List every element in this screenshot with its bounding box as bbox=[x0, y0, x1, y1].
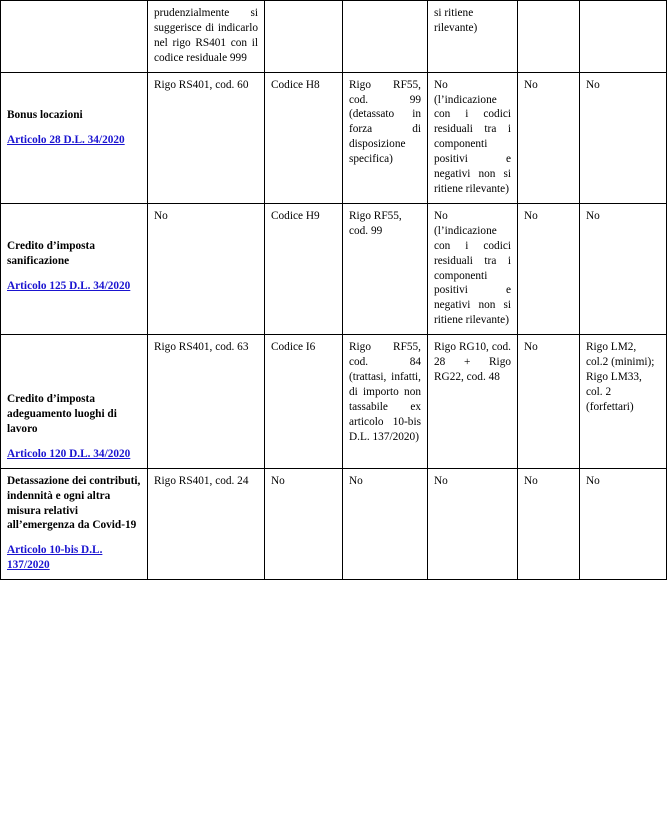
row-reference-link[interactable]: Articolo 10-bis D.L. 137/2020 bbox=[7, 544, 103, 572]
row-label-cell bbox=[1, 72, 148, 203]
cell-codice bbox=[265, 1, 343, 73]
row-label-cell bbox=[1, 335, 148, 469]
cell-lm: Rigo LM2, col.2 (minimi); Rigo LM33, col. 2 (forfettari) bbox=[580, 335, 667, 469]
cell-rf: No bbox=[343, 468, 428, 579]
cell-rs401: prudenzialmente si suggerisce di indicarlo nel rigo RS401 con il codice residuale 999 bbox=[148, 1, 265, 73]
cell-rf bbox=[343, 1, 428, 73]
cell-codice: Codice H8 bbox=[265, 72, 343, 203]
cell-rg bbox=[518, 1, 580, 73]
row-reference-link[interactable]: Articolo 125 D.L. 34/2020 bbox=[7, 279, 131, 292]
cell-rg: No bbox=[518, 203, 580, 334]
cell-rf: Rigo RF55, cod. 99 (detassato in forza di disposizione specifica) bbox=[343, 72, 428, 203]
table-row bbox=[1, 72, 667, 203]
row-title: Detassazione dei contributi, indennità e ogni altra misura relativi all’emergenza da Covid-19 bbox=[7, 474, 141, 532]
label-spacer bbox=[7, 340, 141, 392]
cell-componenti: No bbox=[428, 468, 518, 579]
cell-codice: No bbox=[265, 468, 343, 579]
row-label-cell bbox=[1, 468, 148, 579]
cell-rs401: Rigo RS401, cod. 60 bbox=[148, 72, 265, 203]
cell-componenti: No (l’indicazione con i codici residuali tra i componenti positivi e negativi non si ritiene rilevante) bbox=[428, 203, 518, 334]
row-title: Credito d’imposta sanificazione bbox=[7, 239, 95, 267]
cell-rf: Rigo RF55, cod. 84 (trattasi, infatti, di importo non tassabile ex articolo 10-bis D.L. 137/2020) bbox=[343, 335, 428, 469]
cell-rs401: Rigo RS401, cod. 63 bbox=[148, 335, 265, 469]
row-label-cell bbox=[1, 1, 148, 73]
label-spacer bbox=[7, 209, 141, 239]
cell-lm: No bbox=[580, 203, 667, 334]
cell-rn: No bbox=[518, 335, 580, 469]
cell-rf: Rigo RF55, cod. 99 bbox=[343, 203, 428, 334]
cell-rs401: No bbox=[148, 203, 265, 334]
cell-codice: Codice I6 bbox=[265, 335, 343, 469]
cell-lm: No bbox=[580, 468, 667, 579]
table-row bbox=[1, 1, 667, 73]
row-title: Credito d’imposta adeguamento luoghi di lavoro bbox=[7, 393, 117, 435]
cell-rg: No bbox=[518, 72, 580, 203]
cell-codice: Codice H9 bbox=[265, 203, 343, 334]
row-title: Bonus locazioni bbox=[7, 108, 83, 121]
cell-rs401: Rigo RS401, cod. 24 bbox=[148, 468, 265, 579]
cell-lm: No bbox=[580, 72, 667, 203]
cell-componenti: No (l’indicazione con i codici residuali tra i componenti positivi e negativi non si ritiene rilevante) bbox=[428, 72, 518, 203]
row-reference-link[interactable]: Articolo 120 D.L. 34/2020 bbox=[7, 447, 131, 460]
cell-rg: Rigo RG10, cod. 28 + Rigo RG22, cod. 48 bbox=[428, 335, 518, 469]
table-row bbox=[1, 468, 667, 579]
table-row bbox=[1, 203, 667, 334]
row-label-cell bbox=[1, 203, 148, 334]
cell-componenti: si ritiene rilevante) bbox=[428, 1, 518, 73]
row-reference-link[interactable]: Articolo 28 D.L. 34/2020 bbox=[7, 133, 125, 146]
cell-rg: No bbox=[518, 468, 580, 579]
cell-lm bbox=[580, 1, 667, 73]
label-spacer bbox=[7, 78, 141, 108]
table-row bbox=[1, 335, 667, 469]
